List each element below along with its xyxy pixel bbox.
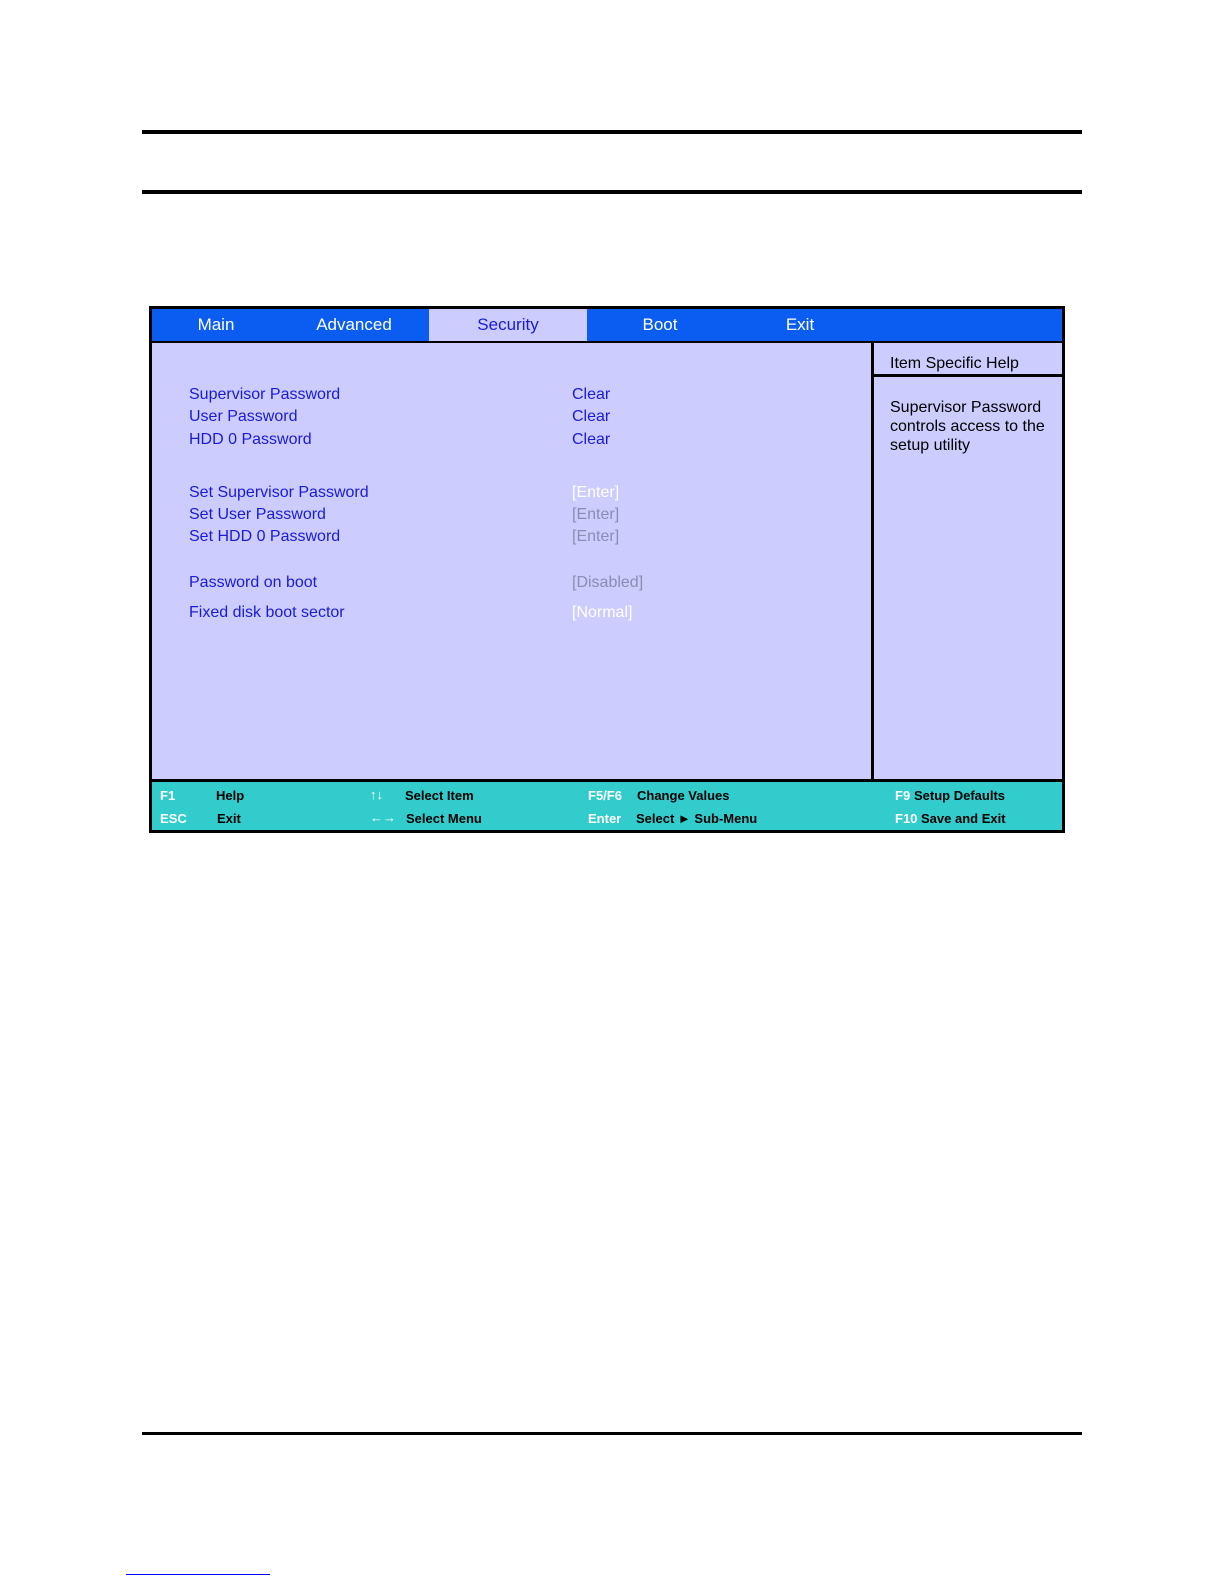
fixed-disk-boot-sector-label[interactable]: Fixed disk boot sector <box>189 604 345 621</box>
setup-defaults-desc: Setup Defaults <box>914 788 1006 803</box>
password-on-boot-label[interactable]: Password on boot <box>189 574 318 591</box>
user-password-status: Clear <box>572 408 611 425</box>
change-values-desc: Change Values <box>637 788 730 803</box>
f1-key: F1 <box>160 788 176 803</box>
set-hdd0-password-label[interactable]: Set HDD 0 Password <box>189 528 341 545</box>
f5f6-key: F5/F6 <box>588 788 622 803</box>
supervisor-password-label: Supervisor Password <box>189 386 341 403</box>
tab-main[interactable]: Main <box>197 315 235 334</box>
up-down-arrows-icon: ↑↓ <box>370 787 383 802</box>
set-user-password-value: [Enter] <box>572 506 620 523</box>
tab-advanced[interactable]: Advanced <box>316 315 392 334</box>
tab-boot[interactable]: Boot <box>642 315 678 334</box>
set-hdd0-password-value: [Enter] <box>572 528 620 545</box>
tab-exit[interactable]: Exit <box>785 315 815 334</box>
menu-bar <box>152 309 1062 343</box>
help-text: Supervisor Password controls access to the setup utility <box>890 399 1045 454</box>
set-supervisor-password-label[interactable]: Set Supervisor Password <box>189 484 369 501</box>
esc-key: ESC <box>160 811 187 826</box>
f9-key: F9 <box>895 788 911 803</box>
set-user-password-label[interactable]: Set User Password <box>189 506 326 523</box>
select-item-desc: Select Item <box>405 788 474 803</box>
set-supervisor-password-value[interactable]: [Enter] <box>572 484 620 501</box>
password-on-boot-value: [Disabled] <box>572 574 644 591</box>
select-submenu-desc: Select ► Sub-Menu <box>636 811 758 826</box>
tab-security[interactable]: Security <box>429 309 587 341</box>
left-right-arrows-icon: ←→ <box>370 810 396 825</box>
esc-desc: Exit <box>217 811 241 826</box>
f10-key: F10 <box>895 811 918 826</box>
bios-setup-screen <box>149 306 1065 833</box>
hdd0-password-label: HDD 0 Password <box>189 431 312 448</box>
fixed-disk-boot-sector-value[interactable]: [Normal] <box>572 604 633 621</box>
footer-rule <box>142 1432 1082 1435</box>
user-password-label: User Password <box>189 408 298 425</box>
hdd0-password-status: Clear <box>572 431 611 448</box>
enter-key: Enter <box>588 811 622 826</box>
footer-underline <box>126 1574 270 1575</box>
header-rule-bottom <box>142 190 1082 194</box>
settings-pane <box>152 343 874 779</box>
status-bar <box>152 779 1062 830</box>
supervisor-password-status: Clear <box>572 386 611 403</box>
f1-desc: Help <box>216 788 245 803</box>
help-title: Item Specific Help <box>874 343 1062 377</box>
help-pane <box>874 343 1062 779</box>
save-exit-desc: Save and Exit <box>921 811 1006 826</box>
select-menu-desc: Select Menu <box>406 811 482 826</box>
header-rule-top <box>142 130 1082 134</box>
